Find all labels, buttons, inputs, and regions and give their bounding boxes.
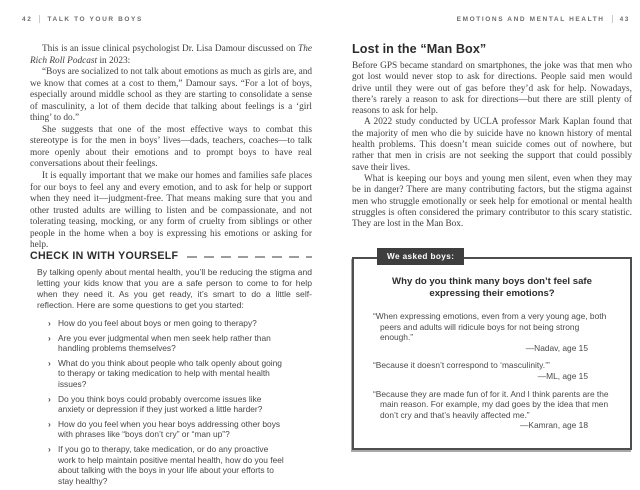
question-list — [30, 318, 312, 486]
dash-rule — [187, 256, 312, 258]
question-text: How do you feel when you hear boys addressing other boys with phrases like “boys don’t cry” or “man up”? — [58, 418, 281, 440]
page-right — [320, 0, 640, 480]
page-left — [0, 0, 320, 486]
question-text: How do you feel about boys or men going to therapy? — [58, 318, 257, 328]
quote-box — [352, 257, 632, 450]
list-item — [48, 358, 284, 390]
page-number-left: 42 — [22, 15, 33, 23]
paragraph: Before GPS became standard on smartphones, the joke was that men who got lost would never stop to ask for directions. People said men would drive until they were out of gas before they’d ask for help. Nowadays, there’s rarely a reason to ask for directions—but there are still plenty of reasons to ask for help. — [352, 61, 632, 117]
paragraph: “Boys are socialized to not talk about emotions as much as girls are, and we know that comes at a cost to them,” Damour says. “For a lot of boys, especially around middle school as they are starting to consolidate a sense of masculinity, a lot of them decide that talking about feelings is a ‘girl thing’ to do.” — [30, 67, 312, 124]
header-separator — [612, 15, 613, 23]
quote-text: “When expressing emotions, even from a very young age, both peers and adults will ridicule boys for not being strong enough.” — [373, 311, 607, 343]
chevron-bullet-icon: › — [48, 393, 51, 404]
quote-attribution: —ML, age 15 — [537, 370, 588, 381]
list-item — [48, 318, 284, 329]
paragraph: It is equally important that we make our homes and families safe places for our boys to feel any and every emotion, and to ask for help or support when they need it—judgment-free. That means making sure that you and other trusted adults are willing to listen and be compassionate, and not tolerating teasing, mocking, or any form of cruelty from siblings or other people in the home when a boy is expressing his emotions or asking for help. — [30, 171, 312, 251]
section-heading: Lost in the “Man Box” — [352, 42, 487, 56]
question-text: What do you think about people who talk openly about going to therapy or taking medication to help with mental health issues? — [58, 357, 282, 389]
chevron-bullet-icon: › — [48, 357, 51, 368]
chevron-bullet-icon: › — [48, 332, 51, 343]
we-asked-boys-feature — [352, 252, 632, 450]
paragraph: She suggests that one of the most effective ways to combat this stereotype is for the men in boys’ lives—dads, teachers, coaches—to talk more openly about their emotions and to prompt boys to have real conversations about their feelings. — [30, 124, 312, 170]
paragraph: What is keeping our boys and young men silent, even when they may be in danger? There are many contributing factors, but the stigma against men who struggle emotionally or seek help for emotional or mental health struggles is often considered the primary contributor to this scary statistic. They are lost in the Man Box. — [352, 173, 632, 230]
paragraph: A 2022 study conducted by UCLA professor Mark Kaplan found that the majority of men who die by suicide have no known history of mental health problems. This doesn’t mean suicide comes out of nowhere, but rather that men in crisis are not seeking the support that could possibly save their lives. — [352, 117, 632, 173]
running-title-right: EMOTIONS AND MENTAL HEALTH — [456, 15, 605, 23]
question-text: Are you ever judgmental when men seek help rather than handling problems themselves? — [58, 332, 271, 354]
quote-attribution: —Kamran, age 18 — [520, 420, 588, 431]
left-body-text — [30, 44, 312, 252]
header-separator — [39, 15, 40, 23]
running-header-left — [22, 15, 143, 23]
question-text: If you go to therapy, take medication, or do any proactive work to help maintain positive mental health, how do you feel about talking with the boys in your life about your efforts to stay healthy? — [58, 443, 284, 486]
running-header-right — [457, 15, 630, 23]
quote-text: “Because they are made fun of for it. And I think parents are the main reason. For example, my dad goes by the idea that men don’t cry and that’s heavily affected me.” — [373, 388, 609, 420]
quote-item — [368, 360, 616, 381]
list-item — [48, 394, 284, 415]
list-item — [48, 333, 284, 354]
check-in-heading-row — [30, 250, 312, 262]
right-body-text — [352, 61, 632, 230]
list-item — [48, 419, 284, 440]
quote-item — [368, 311, 616, 353]
quote-attribution: —Nadav, age 15 — [525, 342, 588, 353]
chevron-bullet-icon: › — [48, 443, 51, 454]
chevron-bullet-icon: › — [48, 318, 51, 328]
chevron-bullet-icon: › — [48, 418, 51, 429]
quote-item — [368, 389, 616, 431]
check-in-intro: By talking openly about mental health, you’ll be reducing the stigma and letting your kids know that you are a safe person to come to for help when they need it. As you get ready, it’s smart to do a little self-reflection. Here are some questions to get you started: — [37, 267, 312, 310]
question-text: Do you think boys could probably overcome issues like anxiety or depression if they just worked a little harder? — [58, 393, 263, 415]
check-in-section — [30, 250, 312, 490]
paragraph-text: This is an issue clinical psychologist Dr. Lisa Damour discussed on — [42, 44, 299, 54]
paragraph — [30, 44, 312, 67]
check-in-heading: CHECK IN WITH YOURSELF — [30, 250, 179, 262]
quote-text: “Because it doesn’t correspond to ‘masculinity.’” — [373, 360, 550, 371]
running-title-left: TALK TO YOUR BOYS — [47, 15, 143, 23]
box-question: Why do you think many boys don’t feel safe expressing their emotions? — [392, 276, 592, 299]
paragraph-text: in 2023: — [97, 55, 131, 66]
podcast-title: The Rich Roll Podcast — [30, 44, 312, 66]
page-number-right: 43 — [619, 15, 630, 23]
we-asked-boys-tag: We asked boys: — [377, 248, 464, 265]
